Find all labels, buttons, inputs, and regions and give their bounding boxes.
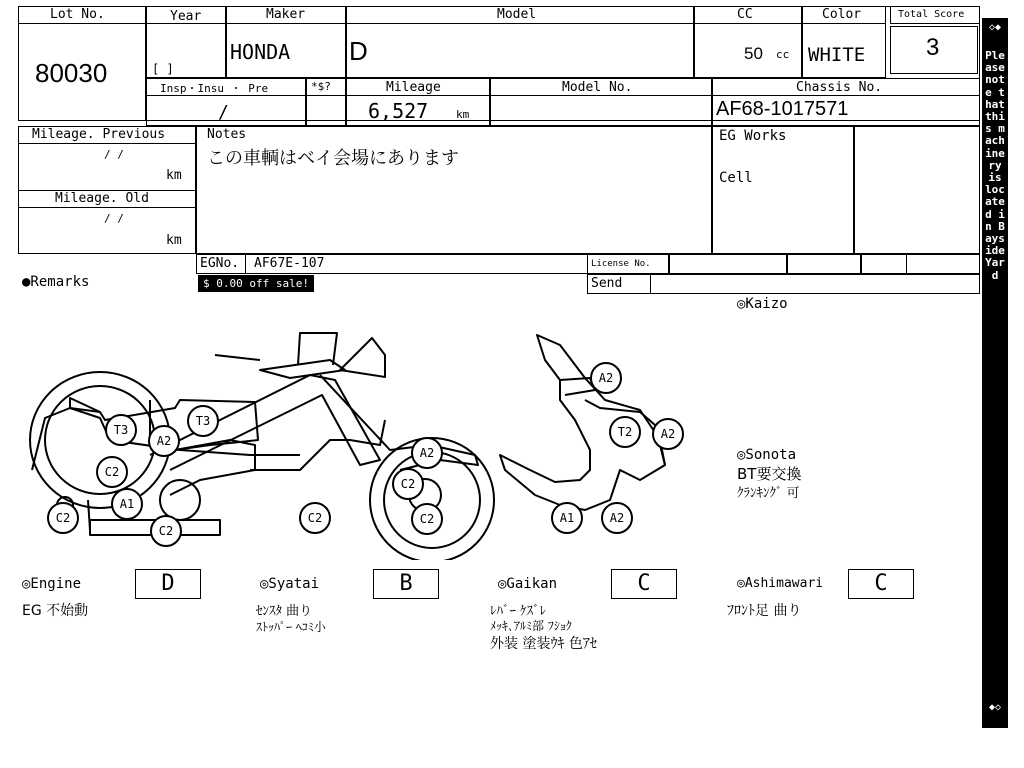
mileage-prev-date: / / [104, 148, 124, 161]
damage-marker: C2 [299, 502, 331, 534]
damage-marker: T3 [105, 414, 137, 446]
syatai-grade: B [373, 569, 439, 599]
kaizo-label: ◎Kaizo [737, 296, 788, 312]
mileage-unit: km [456, 108, 470, 121]
cc-unit: cc [776, 48, 790, 61]
lot-label: Lot No. [50, 7, 105, 22]
insp-label: Insp・Insu ・ Pre [160, 82, 269, 95]
sale-badge: $ 0.00 off sale! [198, 275, 314, 292]
syatai-label: ◎Syatai [260, 576, 320, 592]
mileage-old-unit: km [166, 233, 182, 248]
damage-marker: A1 [111, 488, 143, 520]
mileage-old-date: / / [104, 212, 124, 225]
maker-value: HONDA [230, 40, 291, 64]
damage-marker: A1 [551, 502, 583, 534]
engine-label: ◎Engine [22, 576, 82, 592]
gaikan-note-2: ﾒｯｷ､ｱﾙﾐ部 ﾌｼｮｸ [490, 619, 572, 633]
sidebar-notice-text: Please note that this machinery is located in Bayside Yard [985, 49, 1005, 282]
syatai-note-1: ｾﾝｽﾀ 曲り [256, 604, 313, 619]
cc-value: 50 [744, 44, 763, 63]
sonota-line-2: ｸﾗﾝｷﾝｸﾞ 可 [737, 486, 800, 501]
model-value: D [349, 36, 368, 66]
license-label: License No. [591, 259, 651, 269]
total-score-value: 3 [926, 34, 940, 61]
damage-marker: C2 [96, 456, 128, 488]
year-label: Year [170, 9, 202, 24]
damage-marker: C2 [411, 503, 443, 535]
mileage-prev-label: Mileage. Previous [32, 127, 166, 142]
send-label: Send [591, 276, 623, 291]
maker-label: Maker [266, 7, 306, 22]
model-no-label: Model No. [562, 80, 633, 95]
ashimawari-label: ◎Ashimawari [737, 576, 824, 591]
ashimawari-note-1: ﾌﾛﾝﾄ足 曲り [727, 603, 802, 619]
egno-value: AF67E-107 [254, 256, 325, 271]
sidebar-bottom-icon: ◆◇ [988, 702, 1002, 713]
syatai-note-2: ｽﾄｯﾊﾟｰ ﾍｺﾐ小 [256, 620, 326, 634]
sonota-line-1: BT要交換 [737, 465, 802, 483]
ashimawari-grade: C [848, 569, 914, 599]
damage-marker: C2 [47, 502, 79, 534]
notes-label: Notes [207, 127, 247, 142]
year-value: [ ] [152, 62, 174, 76]
gaikan-note-3: 外装 塗装ｳｷ 色ｱｾ [490, 636, 597, 652]
damage-marker: T2 [609, 416, 641, 448]
damage-marker: C2 [392, 468, 424, 500]
model-label: Model [497, 7, 537, 22]
egno-label: EGNo. [200, 256, 240, 271]
damage-marker: A2 [148, 425, 180, 457]
color-value: WHITE [808, 44, 866, 66]
damage-marker: T3 [187, 405, 219, 437]
location-sidebar [982, 18, 1008, 728]
damage-marker: C2 [150, 515, 182, 547]
sidebar-top-icon: ◇◆ [988, 22, 1002, 33]
damage-marker: A2 [411, 437, 443, 469]
damage-marker: A2 [601, 502, 633, 534]
damage-marker: A2 [590, 362, 622, 394]
notes-text: この車輌はベイ会場にあります [207, 148, 459, 169]
sonota-label: ◎Sonota [737, 447, 797, 463]
insp-value: / [218, 102, 229, 123]
engine-note-1: EG 不始動 [22, 603, 89, 619]
chassis-value: AF68-1017571 [716, 98, 849, 120]
price-label: *$? [311, 80, 331, 93]
gaikan-label: ◎Gaikan [498, 576, 558, 592]
total-score-label: Total Score [898, 9, 965, 20]
gaikan-note-1: ﾚﾊﾞｰ ｹｽﾞﾚ [490, 604, 547, 619]
color-label: Color [822, 7, 862, 22]
chassis-label: Chassis No. [796, 80, 883, 95]
cc-label: CC [737, 7, 753, 22]
mileage-label: Mileage [386, 80, 441, 95]
mileage-prev-unit: km [166, 168, 182, 183]
lot-value: 80030 [35, 58, 108, 88]
mileage-value: 6,527 [368, 99, 429, 123]
cell-label: Cell [719, 170, 753, 186]
mileage-old-label: Mileage. Old [55, 191, 149, 206]
eg-works-label: EG Works [719, 128, 787, 144]
damage-marker: A2 [652, 418, 684, 450]
remarks-label: ●Remarks [22, 274, 90, 290]
engine-grade: D [135, 569, 201, 599]
gaikan-grade: C [611, 569, 677, 599]
